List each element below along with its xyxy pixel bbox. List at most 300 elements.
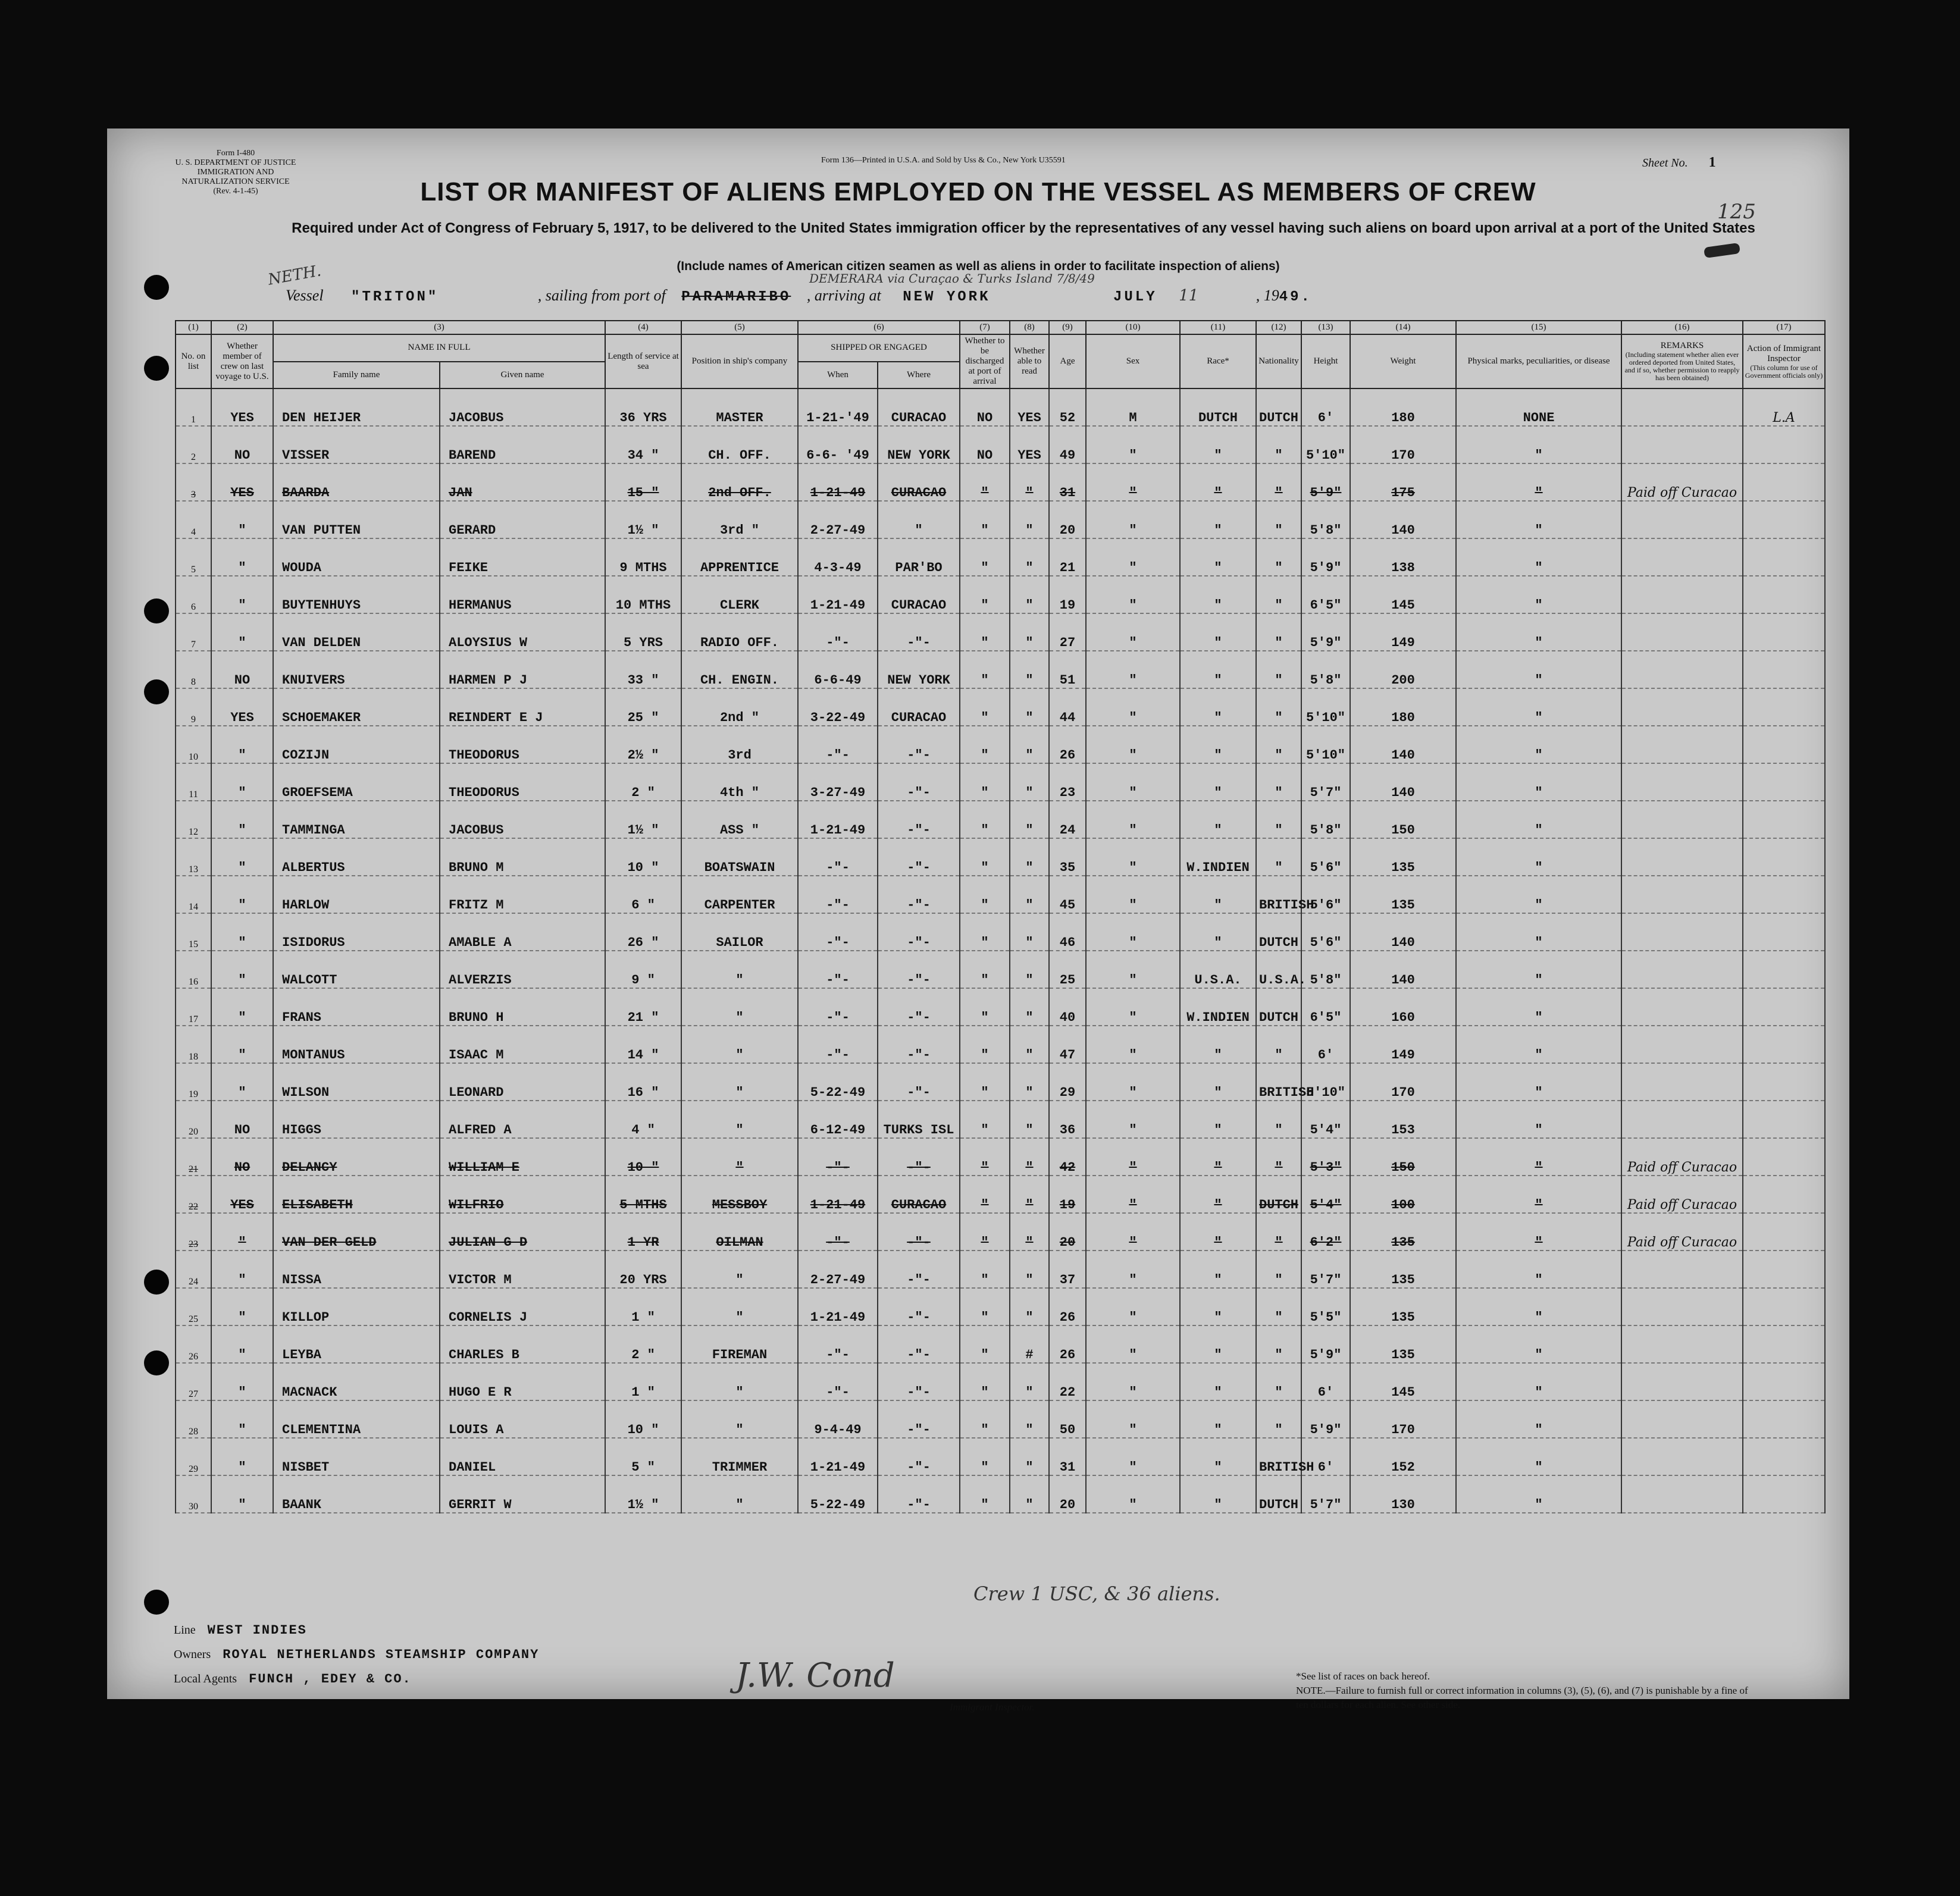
header-name: NAME IN FULL (273, 334, 605, 362)
cell-marks: " (1456, 688, 1621, 726)
table-row (176, 1438, 1825, 1475)
cell-no: 25 (176, 1288, 211, 1325)
table-row (176, 951, 1825, 988)
cell-nationality: " (1256, 538, 1301, 576)
cell-where: -"- (878, 1026, 960, 1063)
cell-disch: " (960, 463, 1010, 501)
cell-prev: " (211, 1400, 273, 1438)
col-num: (12) (1256, 321, 1301, 334)
cell-weight: 149 (1350, 1026, 1456, 1063)
cell-weight: 152 (1350, 1438, 1456, 1475)
sailing-label: , sailing from port of (537, 287, 666, 304)
cell-service: 1 " (605, 1363, 681, 1400)
punch-hole (144, 275, 169, 300)
cell-no: 19 (176, 1063, 211, 1101)
form-id: Form I-480 (216, 149, 255, 158)
cell-age: 40 (1049, 988, 1086, 1026)
cell-sex: " (1086, 1213, 1180, 1251)
cell-sex: " (1086, 538, 1180, 576)
crew-table (175, 320, 1826, 1513)
cell-sex: " (1086, 801, 1180, 838)
cell-disch: " (960, 1288, 1010, 1325)
port-note: DEMERARA via Curaçao & Turks Island 7/8/49 (809, 271, 1095, 286)
col-num: (3) (273, 321, 605, 334)
cell-height: 6'5" (1301, 576, 1350, 613)
cell-age: 49 (1049, 426, 1086, 463)
cell-prev: " (211, 1438, 273, 1475)
cell-nationality: " (1256, 838, 1301, 876)
remarks-sub: (Including statement whether alien ever ordered deported from United States, and if so, whether permission to reapply has been obtained) (1624, 350, 1740, 382)
cell-nationality: " (1256, 801, 1301, 838)
cell-marks: " (1456, 576, 1621, 613)
cell-weight: 135 (1350, 1213, 1456, 1251)
cell-disch: " (960, 913, 1010, 951)
cell-sex: " (1086, 613, 1180, 651)
cell-weight: 140 (1350, 951, 1456, 988)
cell-prev: YES (211, 1176, 273, 1213)
cell-read: " (1010, 1400, 1049, 1438)
cell-no: 11 (176, 763, 211, 801)
cell-service: 5 YRS (605, 613, 681, 651)
table-row (176, 1363, 1825, 1400)
table-row (176, 913, 1825, 951)
cell-read: " (1010, 1251, 1049, 1288)
cell-remarks: Paid off Curacao (1621, 1213, 1743, 1251)
cell-sex: " (1086, 726, 1180, 763)
cell-remarks (1621, 838, 1743, 876)
cell-service: 33 " (605, 651, 681, 688)
column-headers (176, 334, 1825, 362)
crew-tally: Crew 1 USC, & 36 aliens. (973, 1582, 1220, 1605)
cell-family: HIGGS (273, 1101, 440, 1138)
cell-given: WILLIAM E (440, 1138, 605, 1176)
cell-sex: " (1086, 763, 1180, 801)
agents-label: Local Agents (174, 1672, 237, 1685)
cell-marks: " (1456, 1288, 1621, 1325)
cell-where: -"- (878, 1475, 960, 1513)
cell-prev: " (211, 838, 273, 876)
cell-position: 2nd " (681, 688, 798, 726)
punch-hole (144, 598, 169, 623)
cell-family: GROEFSEMA (273, 763, 440, 801)
cell-prev: " (211, 1288, 273, 1325)
cell-no: 22 (176, 1176, 211, 1213)
cell-height: 5'8" (1301, 951, 1350, 988)
cell-read: " (1010, 1101, 1049, 1138)
cell-remarks (1621, 388, 1743, 426)
cell-given: FRITZ M (440, 876, 605, 913)
cell-race: W.INDIEN (1180, 838, 1256, 876)
cell-weight: 130 (1350, 1475, 1456, 1513)
cell-position: " (681, 988, 798, 1026)
cell-prev: YES (211, 463, 273, 501)
cell-disch: " (960, 1438, 1010, 1475)
handwritten-number: 125 (1717, 200, 1756, 224)
cell-marks: " (1456, 1400, 1621, 1438)
cell-prev: " (211, 1026, 273, 1063)
col-num: (2) (211, 321, 273, 334)
column-numbers (176, 321, 1825, 334)
cell-age: 50 (1049, 1400, 1086, 1438)
cell-action (1743, 913, 1825, 951)
line-value: WEST INDIES (207, 1623, 307, 1638)
cell-family: NISSA (273, 1251, 440, 1288)
cell-nationality: U.S.A. (1256, 951, 1301, 988)
vessel-label: Vessel (286, 287, 324, 304)
sailing-port: PARAMARIBO (681, 289, 791, 305)
cell-prev: " (211, 501, 273, 538)
cell-service: 25 " (605, 688, 681, 726)
cell-action (1743, 1475, 1825, 1513)
cell-where: " (878, 501, 960, 538)
cell-read: " (1010, 1288, 1049, 1325)
header-read: Whether able to read (1010, 334, 1049, 388)
cell-read: # (1010, 1325, 1049, 1363)
table-row (176, 801, 1825, 838)
cell-when: -"- (798, 838, 878, 876)
cell-where: -"- (878, 913, 960, 951)
cell-position: FIREMAN (681, 1325, 798, 1363)
header-given-name: Given name (440, 362, 605, 389)
cell-age: 21 (1049, 538, 1086, 576)
cell-position: 4th " (681, 763, 798, 801)
cell-age: 31 (1049, 463, 1086, 501)
cell-race: " (1180, 576, 1256, 613)
header-service: Length of service at sea (605, 334, 681, 388)
cell-remarks (1621, 1026, 1743, 1063)
cell-disch: NO (960, 388, 1010, 426)
cell-nationality: " (1256, 426, 1301, 463)
cell-action (1743, 988, 1825, 1026)
cell-weight: 140 (1350, 501, 1456, 538)
cell-where: -"- (878, 1363, 960, 1400)
cell-remarks (1621, 726, 1743, 763)
cell-marks: " (1456, 838, 1621, 876)
cell-sex: " (1086, 1400, 1180, 1438)
cell-marks: " (1456, 801, 1621, 838)
header-when: When (798, 362, 878, 389)
cell-family: CLEMENTINA (273, 1400, 440, 1438)
cell-remarks (1621, 501, 1743, 538)
cell-race: " (1180, 1288, 1256, 1325)
cell-action (1743, 688, 1825, 726)
table-row (176, 1288, 1825, 1325)
cell-read: " (1010, 1176, 1049, 1213)
cell-read: " (1010, 726, 1049, 763)
cell-marks: " (1456, 876, 1621, 913)
owners-label: Owners (174, 1648, 211, 1661)
cell-where: NEW YORK (878, 426, 960, 463)
punch-hole (144, 1350, 169, 1375)
cell-prev: " (211, 763, 273, 801)
cell-height: 5'7" (1301, 763, 1350, 801)
cell-prev: " (211, 801, 273, 838)
cell-sex: " (1086, 426, 1180, 463)
cell-race: " (1180, 688, 1256, 726)
service: IMMIGRATION AND NATURALIZATION SERVICE (181, 168, 290, 186)
cell-when: -"- (798, 988, 878, 1026)
cell-weight: 135 (1350, 1288, 1456, 1325)
cell-weight: 170 (1350, 1063, 1456, 1101)
col-num: (16) (1621, 321, 1743, 334)
cell-weight: 140 (1350, 913, 1456, 951)
cell-age: 45 (1049, 876, 1086, 913)
cell-prev: " (211, 876, 273, 913)
cell-given: ISAAC M (440, 1026, 605, 1063)
table-row (176, 1101, 1825, 1138)
cell-sex: " (1086, 688, 1180, 726)
cell-remarks (1621, 576, 1743, 613)
cell-where: -"- (878, 1251, 960, 1288)
cell-marks: " (1456, 951, 1621, 988)
col-num: (4) (605, 321, 681, 334)
cell-nationality: " (1256, 1400, 1301, 1438)
footnote (1296, 1669, 1748, 1712)
cell-where: PAR'BO (878, 538, 960, 576)
cell-family: HARLOW (273, 876, 440, 913)
cell-race: " (1180, 651, 1256, 688)
punch-hole (144, 679, 169, 704)
cell-age: 24 (1049, 801, 1086, 838)
cell-service: 2 " (605, 763, 681, 801)
cell-weight: 140 (1350, 763, 1456, 801)
cell-weight: 145 (1350, 1363, 1456, 1400)
cell-disch: " (960, 951, 1010, 988)
cell-marks: " (1456, 1475, 1621, 1513)
punch-hole (144, 1270, 169, 1295)
cell-remarks (1621, 1101, 1743, 1138)
cell-disch: " (960, 1363, 1010, 1400)
cell-remarks (1621, 426, 1743, 463)
inspector-block (712, 1656, 1069, 1713)
cell-action (1743, 876, 1825, 913)
cell-service: 1½ " (605, 1475, 681, 1513)
cell-prev: NO (211, 1101, 273, 1138)
cell-where: -"- (878, 876, 960, 913)
cell-when: 6-6- '49 (798, 426, 878, 463)
cell-service: 2 " (605, 1325, 681, 1363)
cell-read: " (1010, 613, 1049, 651)
cell-no: 8 (176, 651, 211, 688)
cell-service: 10 " (605, 1138, 681, 1176)
inspector-signature: J.W. Cond (735, 1656, 895, 1695)
footer (174, 1618, 539, 1691)
cell-age: 47 (1049, 1026, 1086, 1063)
cell-disch: " (960, 1475, 1010, 1513)
cell-sex: " (1086, 988, 1180, 1026)
cell-where: -"- (878, 1138, 960, 1176)
cell-nationality: " (1256, 1101, 1301, 1138)
cell-given: JAN (440, 463, 605, 501)
cell-nationality: DUTCH (1256, 913, 1301, 951)
cell-height: 5'9" (1301, 538, 1350, 576)
cell-sex: " (1086, 1026, 1180, 1063)
cell-nationality: " (1256, 1251, 1301, 1288)
cell-age: 37 (1049, 1251, 1086, 1288)
cell-no: 5 (176, 538, 211, 576)
cell-action (1743, 651, 1825, 688)
cell-weight: 140 (1350, 726, 1456, 763)
action-sub: (This column for use of Government officials only) (1745, 363, 1823, 380)
cell-age: 51 (1049, 651, 1086, 688)
cell-nationality: DUTCH (1256, 1176, 1301, 1213)
cell-service: 15 " (605, 463, 681, 501)
cell-marks: " (1456, 613, 1621, 651)
cell-given: THEODORUS (440, 726, 605, 763)
sheet-number (1642, 155, 1716, 171)
cell-height: 6' (1301, 388, 1350, 426)
cell-marks: " (1456, 913, 1621, 951)
cell-weight: 150 (1350, 801, 1456, 838)
cell-family: NISBET (273, 1438, 440, 1475)
cell-position: SAILOR (681, 913, 798, 951)
cell-prev: " (211, 1325, 273, 1363)
cell-marks: " (1456, 1438, 1621, 1475)
cell-when: 6-6-49 (798, 651, 878, 688)
cell-position: CLERK (681, 576, 798, 613)
cell-disch: " (960, 538, 1010, 576)
cell-remarks (1621, 613, 1743, 651)
cell-disch: " (960, 1251, 1010, 1288)
header-height: Height (1301, 334, 1350, 388)
cell-prev: " (211, 1363, 273, 1400)
table-row (176, 501, 1825, 538)
cell-read: " (1010, 801, 1049, 838)
cell-action (1743, 1213, 1825, 1251)
cell-read: " (1010, 1026, 1049, 1063)
cell-disch: " (960, 1063, 1010, 1101)
cell-prev: " (211, 1475, 273, 1513)
cell-remarks (1621, 763, 1743, 801)
cell-disch: " (960, 501, 1010, 538)
table-row (176, 463, 1825, 501)
cell-family: WILSON (273, 1063, 440, 1101)
cell-action (1743, 463, 1825, 501)
cell-race: " (1180, 1176, 1256, 1213)
cell-action (1743, 838, 1825, 876)
cell-where: -"- (878, 1213, 960, 1251)
remarks-title: REMARKS (1660, 341, 1704, 350)
cell-when: 3-22-49 (798, 688, 878, 726)
cell-given: HERMANUS (440, 576, 605, 613)
cell-height: 5'6" (1301, 876, 1350, 913)
cell-disch: " (960, 576, 1010, 613)
cell-age: 42 (1049, 1138, 1086, 1176)
subtitle: Required under Act of Congress of February 5, 1917, to be delivered to the United States immigration officer by the representatives of any vessel having such aliens on board upon arrival at a port of the United States (292, 220, 1755, 236)
cell-weight: 153 (1350, 1101, 1456, 1138)
sheet-value: 1 (1708, 155, 1716, 170)
cell-action (1743, 1288, 1825, 1325)
cell-age: 44 (1049, 688, 1086, 726)
cell-weight: 170 (1350, 1400, 1456, 1438)
cell-disch: " (960, 801, 1010, 838)
cell-sex: " (1086, 1363, 1180, 1400)
cell-position: " (681, 1026, 798, 1063)
table-row (176, 876, 1825, 913)
cell-position: " (681, 1101, 798, 1138)
cell-age: 22 (1049, 1363, 1086, 1400)
cell-weight: 149 (1350, 613, 1456, 651)
cell-family: DEN HEIJER (273, 388, 440, 426)
cell-remarks (1621, 688, 1743, 726)
cell-race: " (1180, 1251, 1256, 1288)
cell-sex: " (1086, 576, 1180, 613)
cell-family: FRANS (273, 988, 440, 1026)
cell-weight: 145 (1350, 576, 1456, 613)
cell-no: 27 (176, 1363, 211, 1400)
cell-given: BRUNO H (440, 988, 605, 1026)
arrival-month: JULY (1113, 289, 1157, 305)
cell-prev: " (211, 538, 273, 576)
table-row (176, 838, 1825, 876)
cell-position: " (681, 1288, 798, 1325)
cell-family: BUYTENHUYS (273, 576, 440, 613)
cell-weight: 170 (1350, 426, 1456, 463)
cell-when: 4-3-49 (798, 538, 878, 576)
cell-weight: 135 (1350, 876, 1456, 913)
cell-family: MONTANUS (273, 1026, 440, 1063)
cell-height: 5'9" (1301, 463, 1350, 501)
cell-read: " (1010, 951, 1049, 988)
cell-when: -"- (798, 1026, 878, 1063)
department: U. S. DEPARTMENT OF JUSTICE (175, 158, 296, 167)
cell-read: " (1010, 1138, 1049, 1176)
header-marks: Physical marks, peculiarities, or disease (1456, 334, 1621, 388)
cell-age: 26 (1049, 726, 1086, 763)
cell-where: CURACAO (878, 576, 960, 613)
cell-where: -"- (878, 1063, 960, 1101)
cell-prev: YES (211, 688, 273, 726)
cell-age: 19 (1049, 576, 1086, 613)
cell-given: DANIEL (440, 1438, 605, 1475)
cell-given: HARMEN P J (440, 651, 605, 688)
cell-marks: " (1456, 501, 1621, 538)
cell-service: 9 MTHS (605, 538, 681, 576)
cell-height: 5'4" (1301, 1101, 1350, 1138)
cell-family: BAANK (273, 1475, 440, 1513)
cell-nationality: " (1256, 688, 1301, 726)
col-num: (15) (1456, 321, 1621, 334)
cell-position: RADIO OFF. (681, 613, 798, 651)
cell-read: YES (1010, 388, 1049, 426)
cell-given: CHARLES B (440, 1325, 605, 1363)
col-num: (17) (1743, 321, 1825, 334)
cell-read: " (1010, 876, 1049, 913)
cell-remarks (1621, 1063, 1743, 1101)
cell-disch: " (960, 1213, 1010, 1251)
cell-no: 13 (176, 838, 211, 876)
cell-nationality: DUTCH (1256, 988, 1301, 1026)
cell-disch: " (960, 651, 1010, 688)
cell-height: 5'9" (1301, 1325, 1350, 1363)
cell-given: JACOBUS (440, 388, 605, 426)
header-action (1743, 334, 1825, 388)
cell-read: " (1010, 1438, 1049, 1475)
header-discharged: Whether to be discharged at port of arrival (960, 334, 1010, 388)
cell-race: " (1180, 1101, 1256, 1138)
cell-sex: " (1086, 651, 1180, 688)
arrival-year: 49. (1279, 289, 1312, 305)
cell-race: " (1180, 1026, 1256, 1063)
cell-disch: " (960, 1176, 1010, 1213)
header-last-voyage: Whether member of crew on last voyage to U.S. (211, 334, 273, 388)
cell-sex: " (1086, 951, 1180, 988)
owners-value: ROYAL NETHERLANDS STEAMSHIP COMPANY (223, 1647, 540, 1662)
cell-nationality: " (1256, 1213, 1301, 1251)
table-row (176, 1026, 1825, 1063)
ink-scribble (1704, 243, 1740, 258)
cell-marks: " (1456, 1026, 1621, 1063)
